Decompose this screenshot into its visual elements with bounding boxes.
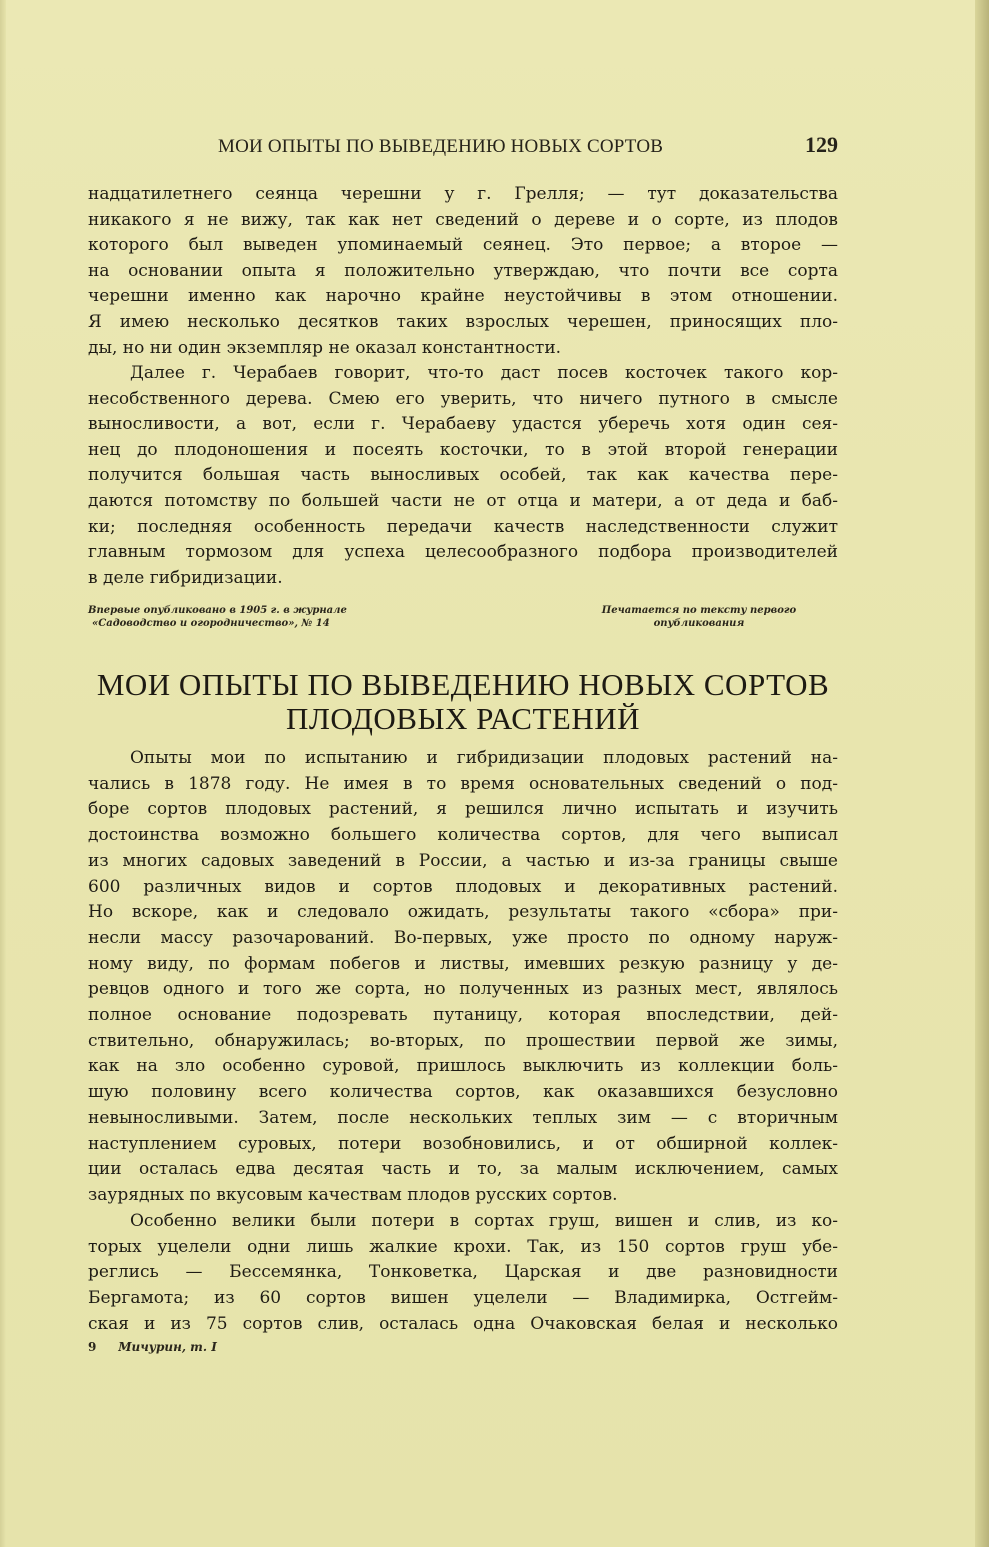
page-left-edge bbox=[0, 0, 6, 1547]
running-head bbox=[88, 132, 840, 160]
text-line: как на зло особенно суровой, пришлось выключить из коллекции боль- bbox=[88, 1056, 838, 1077]
paragraph-4 bbox=[88, 1209, 838, 1338]
text-line: боре сортов плодовых растений, я решился лично испытать и изучить bbox=[88, 799, 838, 820]
text-line: Опыты мои по испытанию и гибридизации плодовых растений на- bbox=[130, 748, 838, 768]
text-line: ревцов одного и того же сорта, но полученных из разных мест, являлось bbox=[88, 979, 838, 1000]
source-note-right bbox=[560, 604, 838, 630]
source-note-line: Впервые опубликовано в 1905 г. в журнале bbox=[88, 605, 347, 616]
text-line: 600 различных видов и сортов плодовых и декоративных растений. bbox=[88, 876, 838, 897]
text-line: в деле гибридизации. bbox=[88, 567, 283, 588]
text-line: которого был выведен упоминаемый сеянец. Это первое; а второе — bbox=[88, 235, 838, 256]
text-line: из многих садовых заведений в России, а частью и из-за границы свыше bbox=[88, 850, 838, 871]
text-line: Бергамота; из 60 сортов вишен уцелели — Владимирка, Остгейм- bbox=[88, 1288, 838, 1309]
text-line: нец до плодоношения и посеять косточки, то в этой второй генерации bbox=[88, 439, 838, 460]
text-line: Но вскоре, как и следовало ожидать, результаты такого «сбора» при- bbox=[88, 902, 838, 923]
source-note-line: опубликования bbox=[653, 618, 745, 629]
source-note-line: «Садоводство и огородничество», № 14 bbox=[92, 618, 330, 629]
text-line: черешни именно как нарочно крайне неустойчивы в этом отношении. bbox=[88, 286, 838, 307]
source-note-line: Печатается по тексту первого bbox=[601, 605, 797, 616]
article-heading-line: МОИ ОПЫТЫ ПО ВЫВЕДЕНИЮ НОВЫХ СОРТОВ bbox=[96, 667, 830, 702]
text-line: наступлением суровых, потери возобновились, и от обширной коллек- bbox=[88, 1133, 838, 1154]
paragraph-2 bbox=[88, 361, 838, 591]
source-note-left bbox=[88, 604, 408, 630]
page-number: 129 bbox=[805, 132, 838, 157]
text-line: выносливости, а вот, если г. Черабаеву удастся уберечь хотя один сея- bbox=[88, 414, 838, 435]
text-line: несобственного дерева. Смею его уверить, что ничего путного в смысле bbox=[88, 388, 838, 409]
text-line: невыносливыми. Затем, после нескольких теплых зим — с вторичным bbox=[88, 1107, 838, 1128]
text-line: заурядных по вкусовым качествам плодов русских сортов. bbox=[88, 1184, 618, 1205]
page-right-edge bbox=[975, 0, 989, 1547]
signature-footer bbox=[88, 1340, 217, 1354]
signature-text: Мичурин, т. I bbox=[118, 1340, 217, 1354]
text-line: полное основание подозревать путаницу, которая впоследствии, дей- bbox=[88, 1005, 838, 1026]
text-line: на основании опыта я положительно утверждаю, что почти все сорта bbox=[88, 260, 838, 281]
running-head-title: МОИ ОПЫТЫ ПО ВЫВЕДЕНИЮ НОВЫХ СОРТОВ bbox=[218, 136, 664, 157]
text-line: даются потомству по большей части не от отца и матери, а от деда и баб- bbox=[88, 490, 838, 511]
text-line: надцатилетнего сеянца черешни у г. Грелля; — тут доказательства bbox=[88, 184, 838, 204]
paragraph-1 bbox=[88, 182, 838, 361]
text-line: получится большая часть выносливых особей, так как качества пере- bbox=[88, 465, 838, 486]
text-line: ному виду, по формам побегов и листвы, имевших резкую разницу у де- bbox=[88, 953, 838, 974]
text-line: реглись — Бессемянка, Тонковетка, Царская и две разновидности bbox=[88, 1262, 838, 1283]
text-line: ствительно, обнаружилась; во-вторых, по прошествии первой же зимы, bbox=[88, 1030, 838, 1051]
text-line: достоинства возможно большего количества сортов, для чего выписал bbox=[88, 825, 838, 846]
text-line: Далее г. Черабаев говорит, что-то даст посев косточек такого кор- bbox=[130, 363, 838, 383]
text-line: никакого я не вижу, так как нет сведений о дереве и о сорте, из плодов bbox=[88, 209, 838, 230]
text-line: чались в 1878 году. Не имея в то время основательных сведений о под- bbox=[88, 773, 838, 794]
signature-number: 9 bbox=[88, 1340, 97, 1354]
text-line: главным тормозом для успеха целесообразного подбора производителей bbox=[88, 542, 838, 563]
paragraph-3 bbox=[88, 746, 838, 1209]
text-line: Особенно велики были потери в сортах груш, вишен и слив, из ко- bbox=[130, 1211, 838, 1231]
text-line: ции осталась едва десятая часть и то, за малым исключением, самых bbox=[88, 1159, 838, 1180]
text-line: ды, но ни один экземпляр не оказал константности. bbox=[88, 337, 562, 358]
text-line: шую половину всего количества сортов, как оказавшихся безусловно bbox=[88, 1082, 838, 1103]
text-line: ки; последняя особенность передачи качеств наследственности служит bbox=[88, 516, 838, 537]
text-line: Я имею несколько десятков таких взрослых черешен, приносящих пло- bbox=[88, 311, 838, 332]
text-line: несли массу разочарований. Во-первых, уже просто по одному наруж- bbox=[88, 927, 838, 948]
text-line: ская и из 75 сортов слив, осталась одна Очаковская белая и несколько bbox=[88, 1313, 838, 1334]
article-heading-line: ПЛОДОВЫХ РАСТЕНИЙ bbox=[286, 701, 640, 736]
text-line: торых уцелели одни лишь жалкие крохи. Так, из 150 сортов груш убе- bbox=[88, 1236, 838, 1257]
article-heading bbox=[88, 668, 838, 736]
